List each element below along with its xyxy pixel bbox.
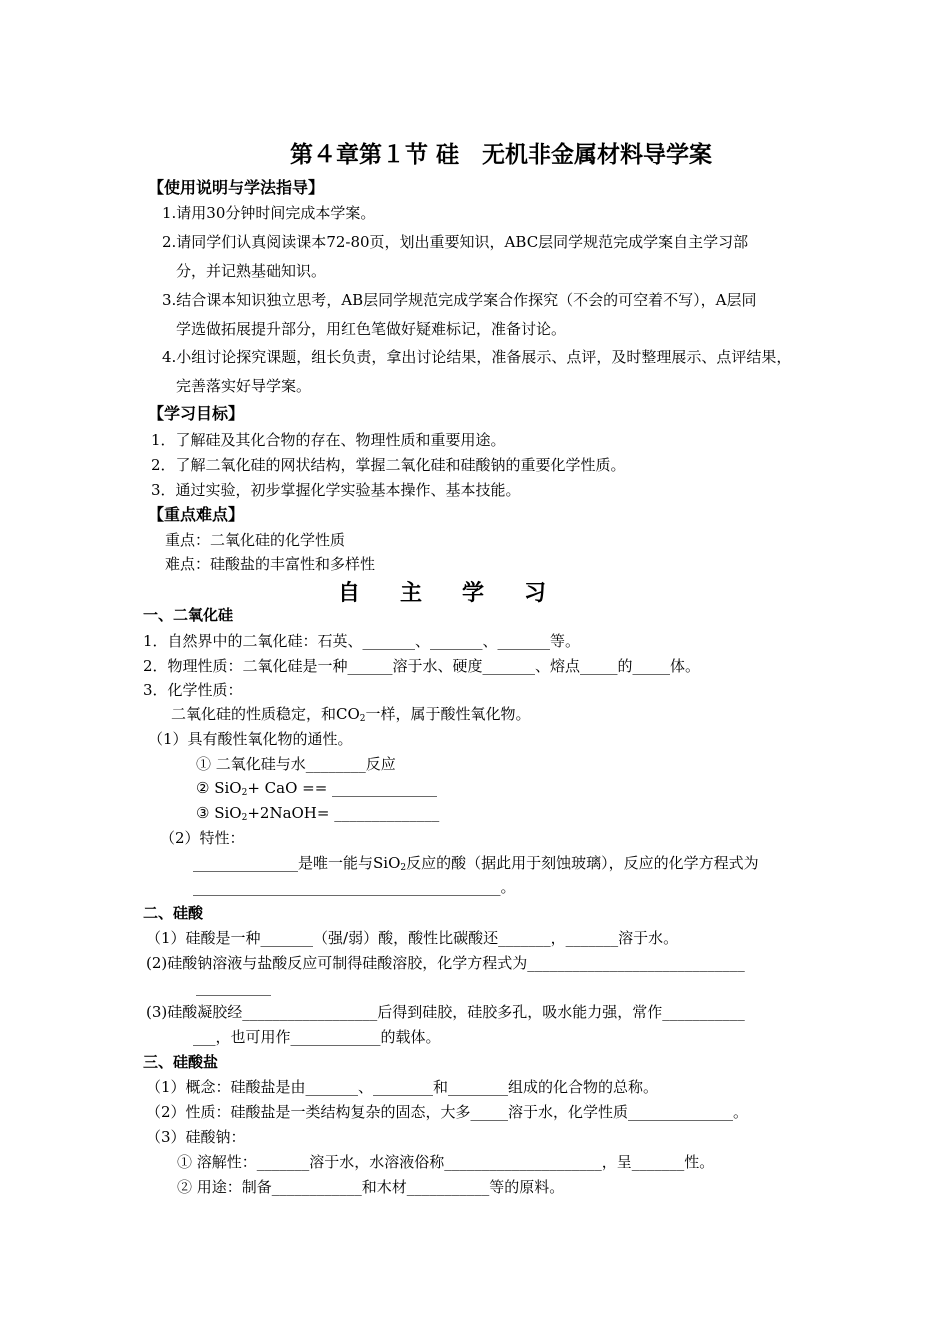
reaction-line: ③ SiO$_2$+2NaOH= ______________ bbox=[196, 804, 440, 823]
usage-item: 1.请用30分钟时间完成本学案。 bbox=[162, 204, 376, 222]
silicic-line: ___，也可用作____________的载体。 bbox=[193, 1028, 441, 1046]
silicate-heading: 三、硅酸盐 bbox=[143, 1053, 219, 1071]
sio2-line: ______________是唯一能与SiO$_2$反应的酸（据此用于刻蚀玻璃），反应的化学方程式为 bbox=[193, 854, 759, 873]
usage-heading: 【使用说明与学法指导】 bbox=[148, 178, 325, 197]
goal-item: 1．了解硅及其化合物的存在、物理性质和重要用途。 bbox=[151, 431, 506, 449]
sio2-line: （2）特性： bbox=[160, 829, 245, 847]
reaction-line: ② SiO$_2$+ CaO == ______________ bbox=[196, 779, 438, 798]
page-title: 第４章第１节 硅 无机非金属材料导学案 bbox=[290, 142, 713, 168]
silicate-line: （2）性质：硅酸盐是一类结构复杂的固态，大多_____溶于水，化学性质______________。 bbox=[146, 1103, 749, 1121]
goal-item: 3．通过实验，初步掌握化学实验基本操作、基本技能。 bbox=[151, 481, 521, 499]
silicate-line: （1）概念：硅酸盐是由_______、________和________组成的化合物的总称。 bbox=[146, 1078, 659, 1096]
silicic-line: (3)硅酸凝胶经__________________后得到硅胶，硅胶多孔，吸水能力强，常作___________ bbox=[146, 1003, 745, 1021]
sio2-heading: 一、二氧化硅 bbox=[143, 606, 234, 624]
sio2-line: 3．化学性质： bbox=[143, 681, 243, 699]
usage-item: 4.小组讨论探究课题，组长负责，拿出讨论结果，准备展示、点评，及时整理展示、点评结果， bbox=[162, 348, 792, 366]
usage-item: 3.结合课本知识独立思考，AB层同学规范完成学案合作探究（不会的可空着不写），A层同 bbox=[162, 291, 757, 309]
silicic-line: (2)硅酸钠溶液与盐酸反应可制得硅酸溶胶，化学方程式为_____________________________ bbox=[146, 954, 745, 972]
sio2-line: 二氧化硅的性质稳定，和$CO_2$一样，属于酸性氧化物。 bbox=[171, 705, 531, 724]
silicic-line: __________ bbox=[196, 978, 271, 996]
silicate-line: ② 用途：制备____________和木材___________等的原料。 bbox=[177, 1178, 565, 1196]
usage-item: 完善落实好导学案。 bbox=[176, 377, 312, 395]
usage-item: 分，并记熟基础知识。 bbox=[176, 262, 327, 280]
silicic-line: （1）硅酸是一种_______（强/弱）酸，酸性比碳酸还_______，_______溶于水。 bbox=[146, 929, 679, 947]
sio2-line: （1）具有酸性氧化物的通性。 bbox=[148, 730, 353, 748]
silicic-heading: 二、硅酸 bbox=[143, 904, 204, 922]
usage-item: 学选做拓展提升部分，用红色笔做好疑难标记，准备讨论。 bbox=[176, 320, 567, 338]
sio2-line: 1．自然界中的二氧化硅：石英、_______、_______、_______等。 bbox=[143, 632, 581, 650]
focus-text: 重点：二氧化硅的化学性质 bbox=[165, 531, 346, 549]
reaction-line: ① 二氧化硅与水________反应 bbox=[196, 755, 396, 773]
difficulty-text: 难点：硅酸盐的丰富性和多样性 bbox=[165, 555, 376, 573]
goals-heading: 【学习目标】 bbox=[148, 404, 245, 423]
key-heading: 【重点难点】 bbox=[148, 505, 245, 524]
sio2-line: 2．物理性质：二氧化硅是一种______溶于水、硬度_______、熔点_____的_____体。 bbox=[143, 657, 701, 675]
goal-item: 2．了解二氧化硅的网状结构，掌握二氧化硅和硅酸钠的重要化学性质。 bbox=[151, 456, 626, 474]
silicate-line: （3）硅酸钠： bbox=[146, 1128, 246, 1146]
usage-item: 2.请同学们认真阅读课本72-80页，划出重要知识，ABC层同学规范完成学案自主学习部 bbox=[162, 233, 749, 251]
silicate-line: ① 溶解性：_______溶于水，水溶液俗称_____________________，呈_______性。 bbox=[177, 1153, 715, 1171]
sio2-line: _________________________________________。 bbox=[193, 878, 516, 896]
self-study-heading: 自主学习 bbox=[338, 581, 587, 606]
